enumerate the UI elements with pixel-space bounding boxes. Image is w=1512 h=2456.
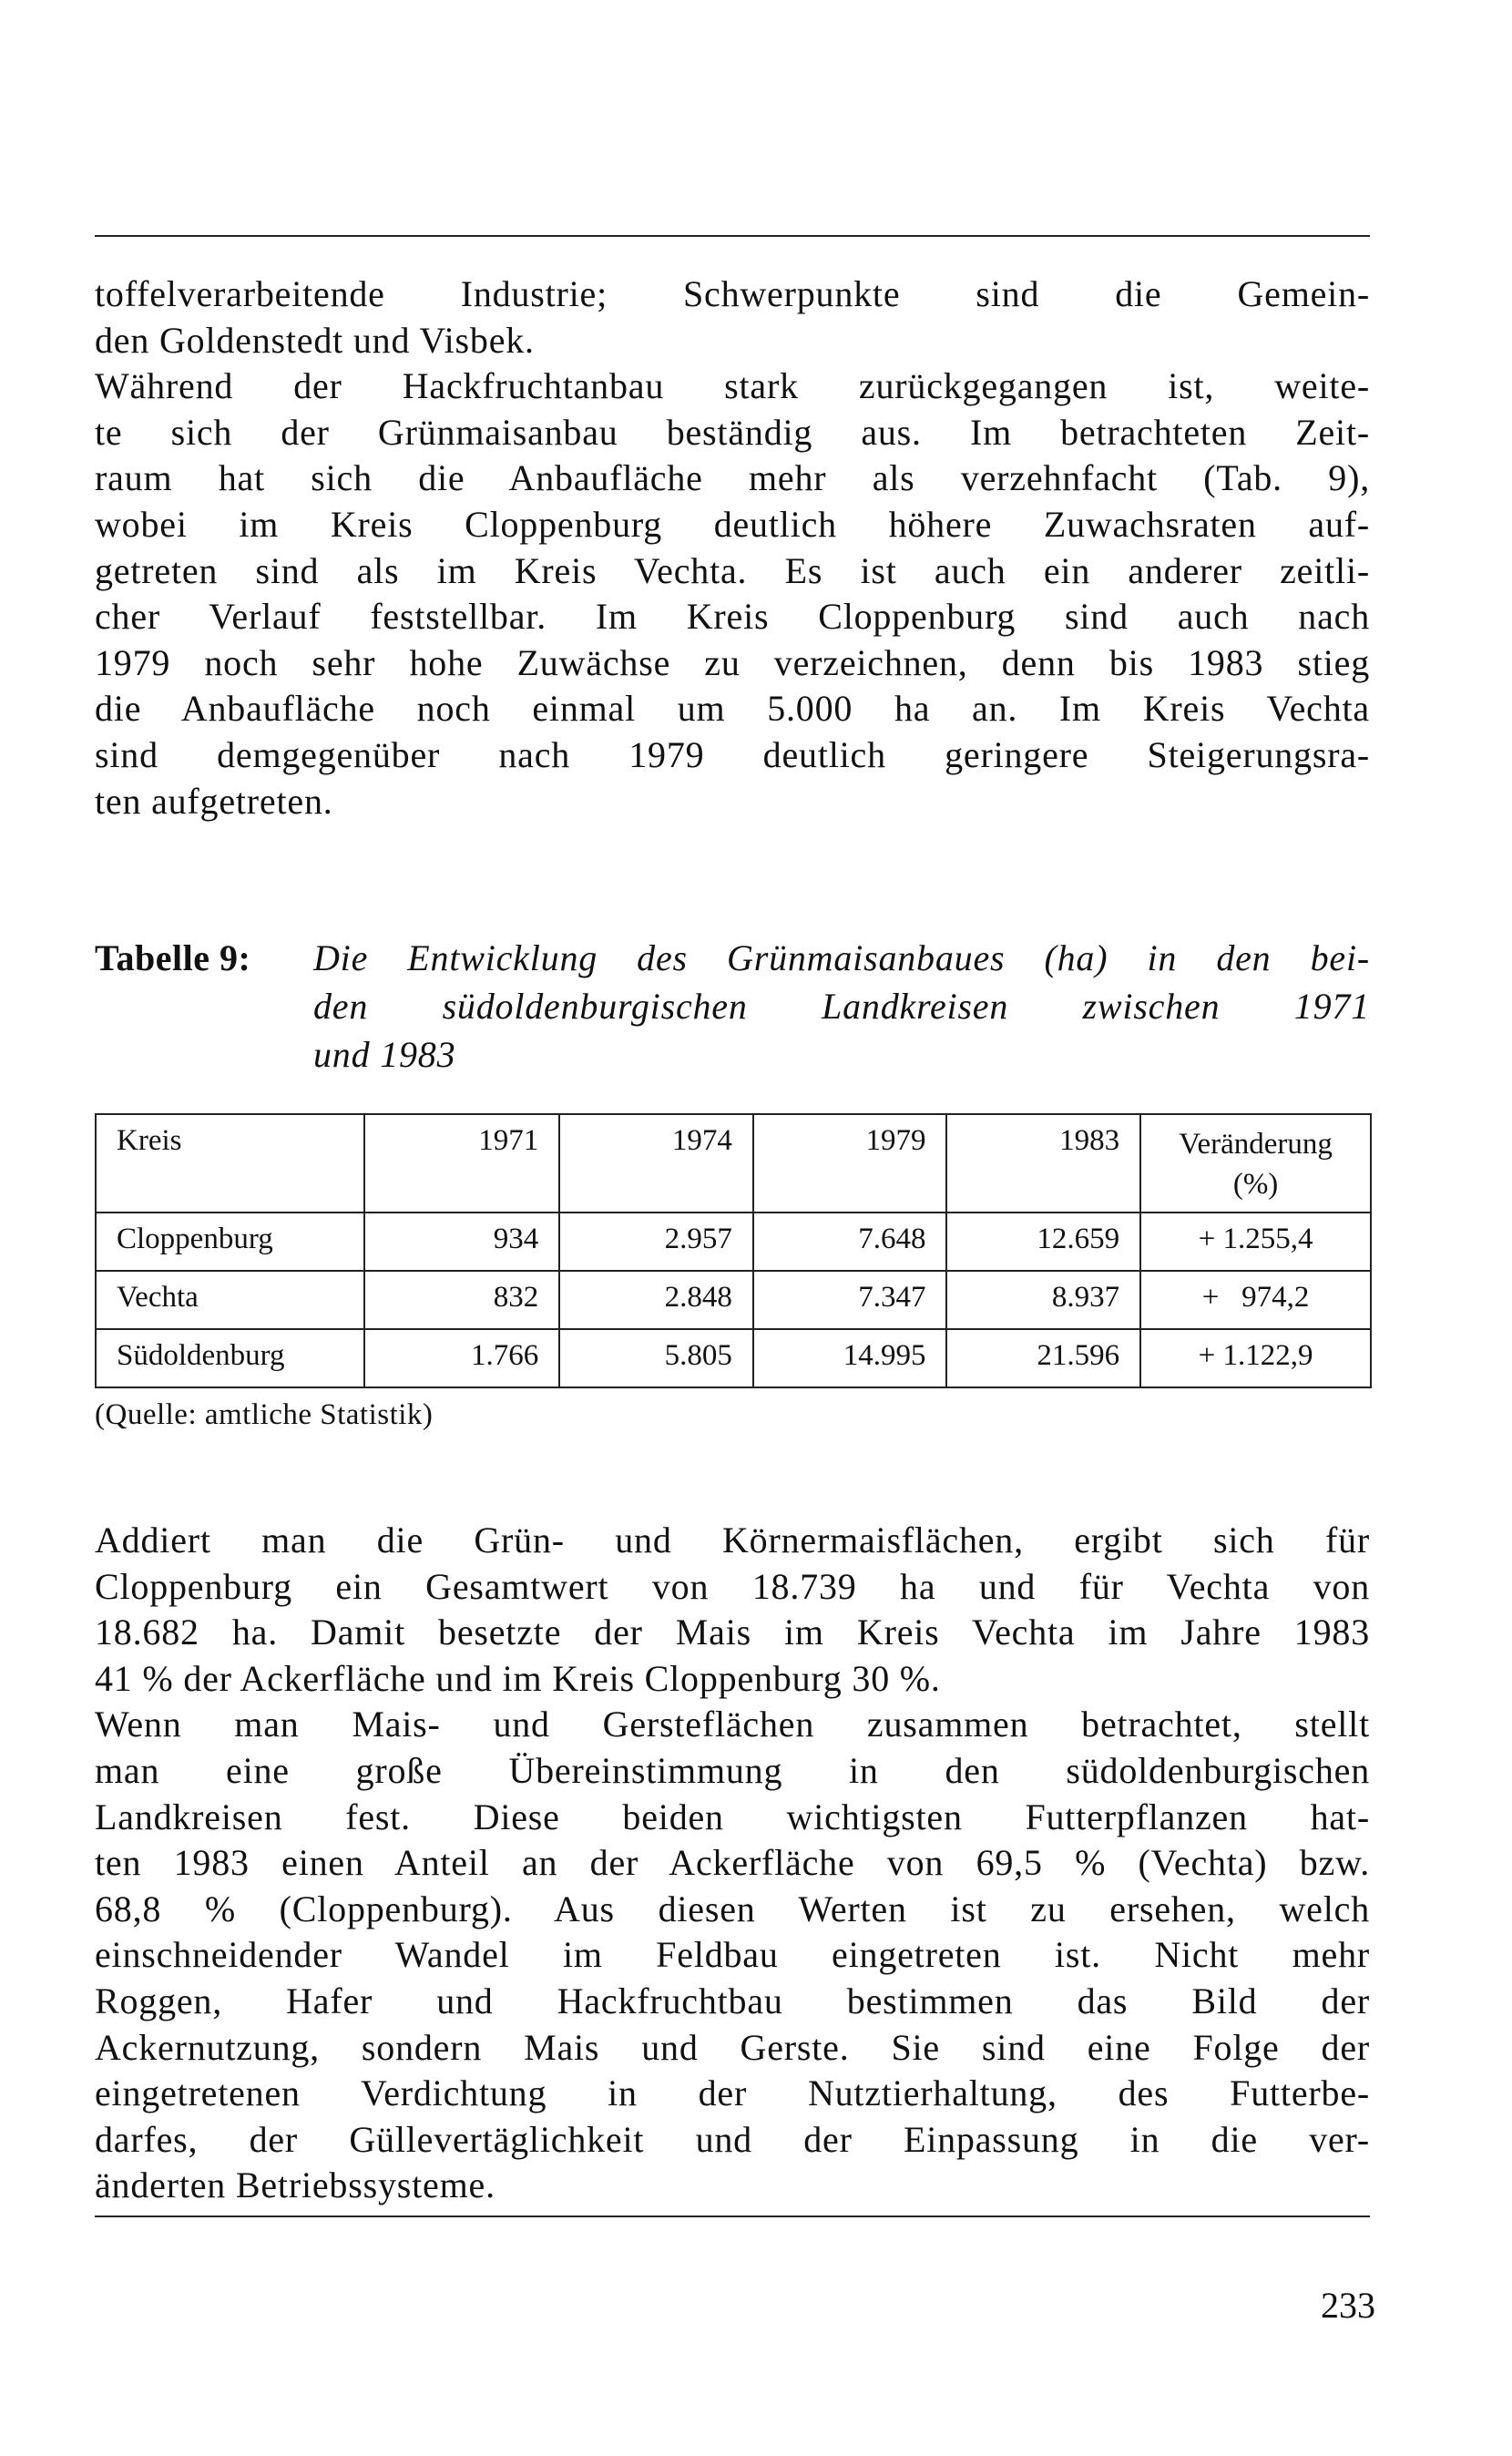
text-line: den Goldenstedt und Visbek. <box>95 319 535 361</box>
table-cell: 7.648 <box>753 1213 947 1271</box>
caption-line: Die Entwicklung des Grünmaisanbaues (ha) in den bei- <box>313 937 1370 978</box>
table-cell: Cloppenburg <box>96 1213 364 1271</box>
table-cell: 12.659 <box>946 1213 1140 1271</box>
bottom-rule <box>95 2216 1370 2217</box>
text-line: Während der Hackfruchtanbau stark zurückgegangen ist, weite- <box>95 365 1370 407</box>
text-line: wobei im Kreis Cloppenburg deutlich höhere Zuwachsraten auf- <box>95 503 1370 545</box>
text-line: ten aufgetreten. <box>95 780 333 822</box>
text-line: 41 % der Ackerfläche und im Kreis Cloppenburg 30 %. <box>95 1657 941 1699</box>
table-cell: 2.957 <box>559 1213 753 1271</box>
text-line: ten 1983 einen Anteil an der Ackerfläche von 69,5 % (Vechta) bzw. <box>95 1842 1370 1884</box>
text-line: eingetretenen Verdichtung in der Nutztierhaltung, des Futterbe- <box>95 2072 1370 2114</box>
table-cell: + 974,2 <box>1140 1271 1371 1329</box>
header-1971: 1971 <box>364 1114 560 1213</box>
table-cell: 8.937 <box>946 1271 1140 1329</box>
paragraph-2 <box>95 1518 1370 2209</box>
header-kreis: Kreis <box>96 1114 364 1213</box>
text-line: Addiert man die Grün- und Körnermaisflächen, ergibt sich für <box>95 1520 1370 1561</box>
text-line: einschneidender Wandel im Feldbau eingetreten ist. Nicht mehr <box>95 1934 1370 1976</box>
header-1979: 1979 <box>753 1114 947 1213</box>
table-cell: 21.596 <box>946 1329 1140 1387</box>
text-line: 18.682 ha. Damit besetzte der Mais im Kreis Vechta im Jahre 1983 <box>95 1612 1370 1653</box>
text-line: man eine große Übereinstimmung in den südoldenburgischen <box>95 1749 1370 1791</box>
text-line: Landkreisen fest. Diese beiden wichtigsten Futterpflanzen hat- <box>95 1796 1370 1837</box>
header-veraenderung-unit: (%) <box>1232 1168 1279 1201</box>
table-cell: 7.347 <box>753 1271 947 1329</box>
table-cell: 2.848 <box>559 1271 753 1329</box>
top-rule <box>95 235 1370 237</box>
table-row <box>96 1271 1371 1329</box>
text-line: Cloppenburg ein Gesamtwert von 18.739 ha und für Vechta von <box>95 1565 1370 1607</box>
table-row <box>96 1329 1371 1387</box>
data-table <box>95 1113 1372 1388</box>
table-cell: 5.805 <box>559 1329 753 1387</box>
text-line: 1979 noch sehr hohe Zuwächse zu verzeichnen, denn bis 1983 stieg <box>95 641 1370 683</box>
text-line: sind demgegenüber nach 1979 deutlich geringere Steigerungsra- <box>95 733 1370 775</box>
caption-label: Tabelle 9: <box>95 937 251 978</box>
table-cell: 14.995 <box>753 1329 947 1387</box>
text-line: te sich der Grünmaisanbau beständig aus. Im betrachteten Zeit- <box>95 411 1370 453</box>
text-line: Roggen, Hafer und Hackfruchtbau bestimmen das Bild der <box>95 1980 1370 2021</box>
table-cell: Südoldenburg <box>96 1329 364 1387</box>
text-line: raum hat sich die Anbaufläche mehr als verzehnfacht (Tab. 9), <box>95 457 1370 499</box>
text-line: cher Verlauf feststellbar. Im Kreis Cloppenburg sind auch nach <box>95 596 1370 638</box>
table-header-row <box>96 1114 1371 1213</box>
text-line: Wenn man Mais- und Gersteflächen zusammen betrachtet, stellt <box>95 1704 1370 1745</box>
caption-text <box>313 934 1370 1079</box>
text-line: änderten Betriebssysteme. <box>95 2164 495 2206</box>
text-line: getreten sind als im Kreis Vechta. Es ist auch ein anderer zeitli- <box>95 549 1370 591</box>
text-line: darfes, der Güllevertäglichkeit und der Einpassung in die ver- <box>95 2118 1370 2160</box>
table-cell: Vechta <box>96 1271 364 1329</box>
table-cell: + 1.255,4 <box>1140 1213 1371 1271</box>
text-line: Ackernutzung, sondern Mais und Gerste. Sie sind eine Folge der <box>95 2026 1370 2068</box>
text-line: toffelverarbeitende Industrie; Schwerpunkte sind die Gemein- <box>95 273 1370 314</box>
text-line: 68,8 % (Cloppenburg). Aus diesen Werten ist zu ersehen, welch <box>95 1888 1370 1929</box>
paragraph-1 <box>95 271 1370 824</box>
table-cell: 934 <box>364 1213 560 1271</box>
table-source-note: (Quelle: amtliche Statistik) <box>95 1398 434 1431</box>
header-1974: 1974 <box>559 1114 753 1213</box>
caption-line: den südoldenburgischen Landkreisen zwischen 1971 <box>313 986 1370 1027</box>
table-cell: + 1.122,9 <box>1140 1329 1371 1387</box>
header-veraenderung <box>1140 1114 1371 1213</box>
table-cell: 832 <box>364 1271 560 1329</box>
header-veraenderung-label: Veränderung <box>1179 1128 1333 1161</box>
caption-line: und 1983 <box>313 1034 456 1075</box>
page-number: 233 <box>1321 2285 1375 2326</box>
text-line: die Anbaufläche noch einmal um 5.000 ha an. Im Kreis Vechta <box>95 688 1370 730</box>
table-row <box>96 1213 1371 1271</box>
header-1983: 1983 <box>946 1114 1140 1213</box>
table-cell: 1.766 <box>364 1329 560 1387</box>
